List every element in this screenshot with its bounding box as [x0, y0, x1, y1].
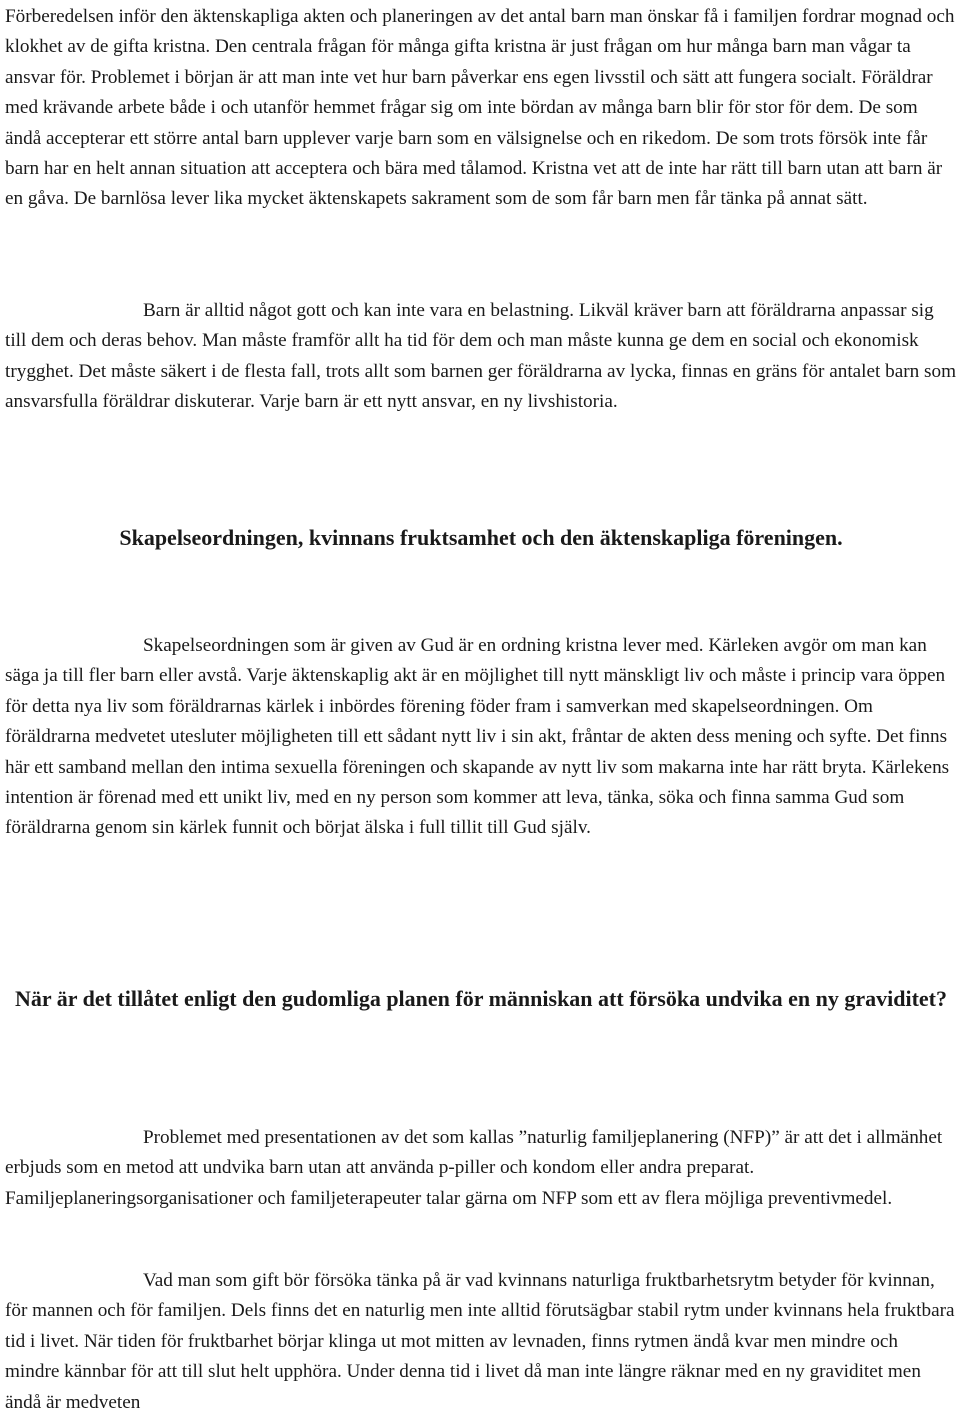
paragraph-children-good: Barn är alltid något gott och kan inte vara en belastning. Likväl kräver barn att föräldrarna anpassar sig till dem och deras behov. Man måste framför allt ha tid för dem och man måste kunna ge dem en social och ekonomisk trygghet. Det måste säkert i de flesta fall, trots allt som barnen ger föräldrarna av lycka, finnas en gräns för antalet barn som ansvarsfulla föräldrar diskuterar. Varje barn är ett nytt ansvar, en ny livshistoria.	[5, 300, 957, 413]
heading-creation-order: Skapelseordningen, kvinnans fruktsamhet och den äktenskapliga föreningen.	[119, 525, 843, 550]
paragraph-fertility-rhythm: Vad man som gift bör försöka tänka på är vad kvinnans naturliga fruktbarhetsrytm betyder för kvinnan, för mannen och för familjen. Dels finns det en naturlig men inte alltid förutsägbar stabil rytm under kvinnans hela fruktbara tid i livet. När tiden för fruktbarhet börjar klinga ut mot mitten av levnaden, finns rytmen ändå kvar men mindre och mindre kännbar för att till slut helt upphöra. Under denna tid i livet då man inte längre räknar med en ny graviditet men ändå är medveten	[5, 1270, 955, 1413]
heading-when-allowed: När är det tillåtet enligt den gudomliga planen för människan att försöka undvika en ny graviditet?	[14, 986, 948, 1011]
paragraph-nfp-problem: Problemet med presentationen av det som kallas ”naturlig familjeplanering (NFP)” är att det i allmänhet erbjuds som en metod att undvika barn utan att använda p-piller och kondom eller andra preparat. Familjeplaneringsorganisationer och familjeterapeuter talar gärna om NFP som ett av flera möjliga preventivmedel.	[5, 1127, 943, 1209]
paragraph-creation-order: Skapelseordningen som är given av Gud är en ordning kristna lever med. Kärleken avgör om man kan säga ja till fler barn eller avstå. Varje äktenskaplig akt är en möjlighet till nytt mänskligt liv och måste i princip vara öppen för detta nya liv som föräldrarnas kärlek i inbördes förening föder fram i samverkan med skapelseordningen. Om föräldrarna medvetet utesluter möjligheten till ett sådant nytt liv i sin akt, fråntar de akten dess mening och syfte. Det finns här ett samband mellan den intima sexuella föreningen och skapande av nytt liv som makarna inte har rätt bryta. Kärlekens intention är förenad med ett unikt liv, med en ny person som kommer att leva, tänka, söka och finna samma Gud som föräldrarna genom sin kärlek funnit och börjat älska i full tillit till Gud själv.	[5, 635, 950, 839]
paragraph-family-planning-intro: Förberedelsen inför den äktenskapliga akten och planeringen av det antal barn man önskar få i familjen fordrar mognad och klokhet av de gifta kristna. Den centrala frågan för många gifta kristna är just frågan om hur många barn man vågar ta ansvar för. Problemet i början är att man inte vet hur barn påverkar ens egen livsstil och sätt att fungera socialt. Föräldrar med krävande arbete både i och utanför hemmet frågar sig om inte bördan av många barn blir för stor för dem. De som ändå accepterar ett större antal barn upplever varje barn som en välsignelse och en rikedom. De som trots försök inte får barn har en helt annan situation att acceptera och bära med tålamod. Kristna vet att de inte har rätt till barn utan att barn är en gåva. De barnlösa lever lika mycket äktenskapets sakrament som de som får barn men får tänka på annat sätt.	[5, 6, 955, 210]
